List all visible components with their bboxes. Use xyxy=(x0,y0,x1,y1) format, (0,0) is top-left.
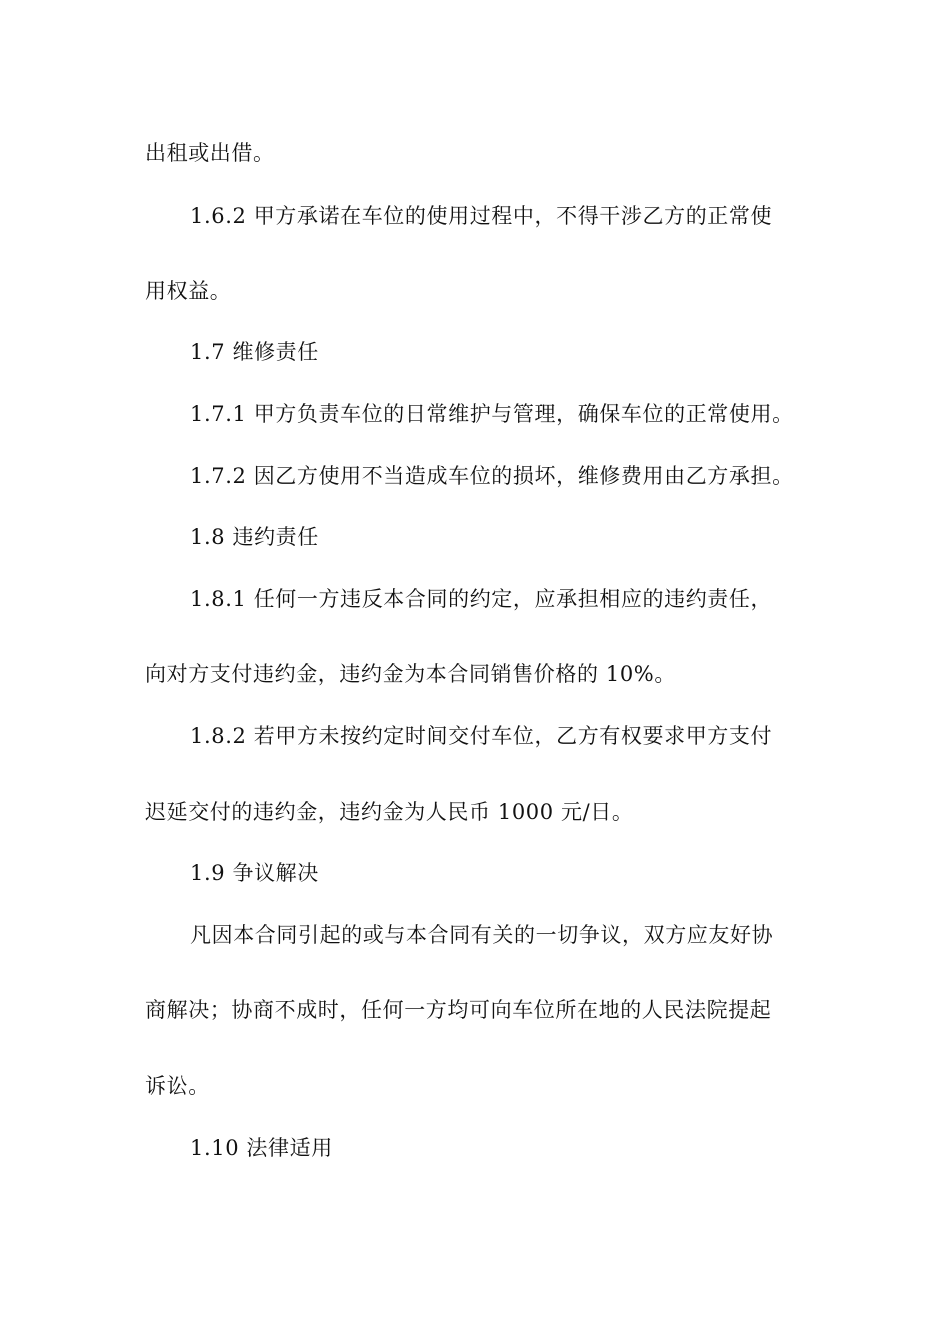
paragraph-line: 出租或出借。 xyxy=(145,141,275,165)
paragraph-line: 向对方支付违约金，违约金为本合同销售价格的 10%。 xyxy=(145,662,676,686)
paragraph-line: 用权益。 xyxy=(145,279,232,303)
section-heading-1-7: 1.7 维修责任 xyxy=(190,340,319,364)
section-heading-1-9: 1.9 争议解决 xyxy=(190,861,319,885)
section-heading-1-10: 1.10 法律适用 xyxy=(190,1136,333,1160)
paragraph-line: 商解决；协商不成时，任何一方均可向车位所在地的人民法院提起 xyxy=(145,998,772,1022)
clause-1-7-2-line: 1.7.2 因乙方使用不当造成车位的损坏，维修费用由乙方承担。 xyxy=(190,464,794,488)
paragraph-line: 诉讼。 xyxy=(145,1074,210,1098)
clause-1-6-2-line: 1.6.2 甲方承诺在车位的使用过程中，不得干涉乙方的正常使 xyxy=(190,204,773,228)
paragraph-line: 迟延交付的违约金，违约金为人民币 1000 元/日。 xyxy=(145,800,634,824)
clause-1-8-1-line: 1.8.1 任何一方违反本合同的约定，应承担相应的违约责任， xyxy=(190,587,773,611)
dispute-paragraph-line: 凡因本合同引起的或与本合同有关的一切争议，双方应友好协 xyxy=(190,923,774,947)
section-heading-1-8: 1.8 违约责任 xyxy=(190,525,319,549)
clause-1-8-2-line: 1.8.2 若甲方未按约定时间交付车位，乙方有权要求甲方支付 xyxy=(190,724,773,748)
clause-1-7-1-line: 1.7.1 甲方负责车位的日常维护与管理，确保车位的正常使用。 xyxy=(190,402,794,426)
